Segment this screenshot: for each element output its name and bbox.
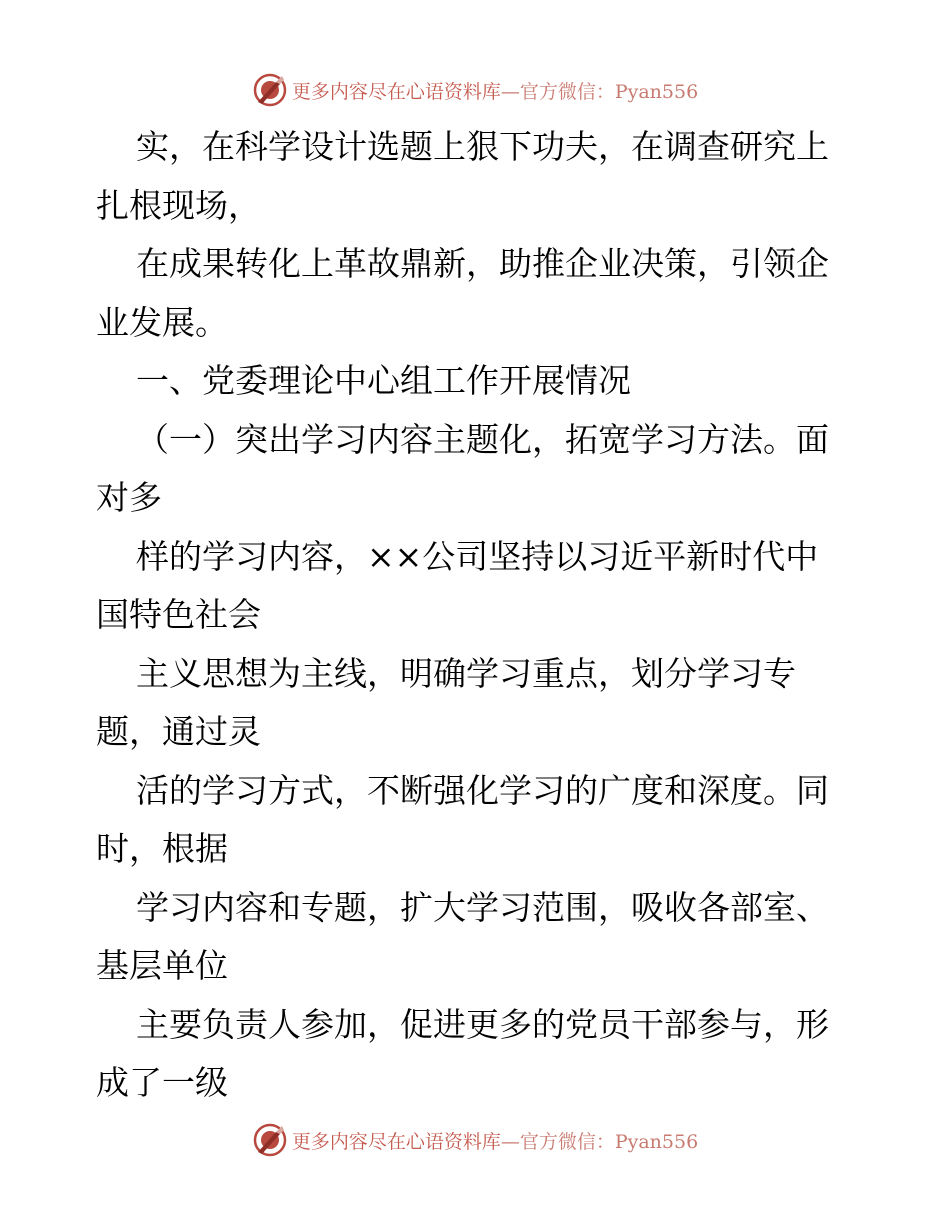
text-line: 在成果转化上革故鼎新，助推企业决策，引领企 xyxy=(136,244,829,283)
text-line: 成了一级 xyxy=(96,1063,228,1102)
banner-contact-text: —官方微信：Pyan556 xyxy=(500,80,699,103)
text-line: 主要负责人参加，促进更多的党员干部参与，形 xyxy=(136,1004,829,1044)
text-line: 题，通过灵 xyxy=(96,712,261,751)
document-body xyxy=(96,118,856,1113)
seal-logo-icon xyxy=(252,72,288,108)
text-line: 对多 xyxy=(96,478,162,517)
text-line: 样的学习内容，××公司坚持以习近平新时代中 xyxy=(136,536,819,576)
text-line: 活的学习方式，不断强化学习的广度和深度。同 xyxy=(136,770,829,810)
banner-brand-text: 更多内容尽在心语资料库 xyxy=(291,80,501,103)
text-line: 扎根现场， xyxy=(96,185,261,225)
text-line: 学习内容和专题，扩大学习范围，吸收各部室、 xyxy=(136,887,829,927)
text-line: 实，在科学设计选题上狠下功夫，在调查研究上 xyxy=(136,127,829,166)
text-line: （一）突出学习内容主题化，拓宽学习方法。面 xyxy=(136,419,829,459)
text-line: 业发展。 xyxy=(96,302,228,342)
text-line: 国特色社会 xyxy=(96,595,261,634)
text-line: 时，根据 xyxy=(96,829,228,868)
text-line: 主义思想为主线，明确学习重点，划分学习专 xyxy=(136,653,796,693)
footer-watermark-banner xyxy=(0,1120,950,1160)
banner-brand-text: 更多内容尽在心语资料库 xyxy=(291,1130,501,1153)
seal-logo-icon xyxy=(252,1122,288,1158)
header-watermark-banner xyxy=(0,70,950,110)
text-line: 基层单位 xyxy=(96,946,228,985)
section-heading: 一、党委理论中心组工作开展情况 xyxy=(136,361,631,400)
banner-contact-text: —官方微信：Pyan556 xyxy=(500,1130,699,1153)
